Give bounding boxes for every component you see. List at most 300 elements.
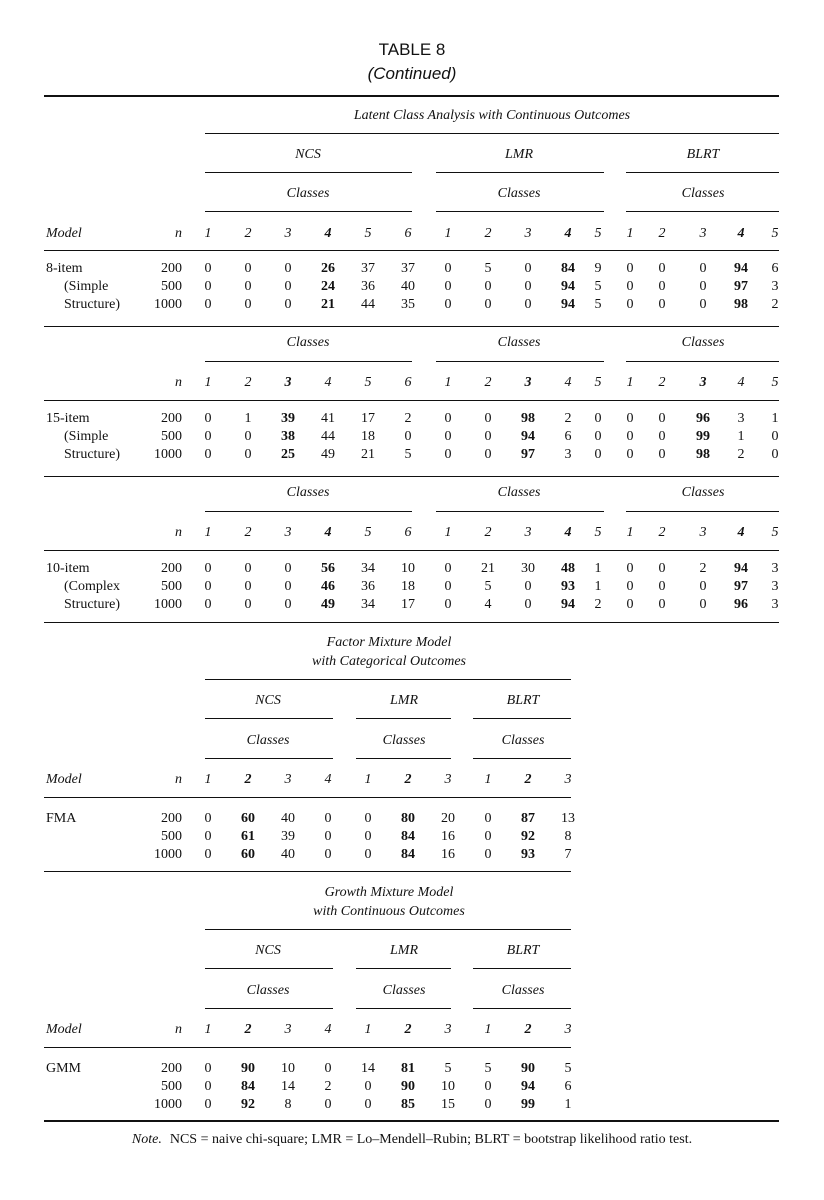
class-column-header: 2: [404, 1022, 412, 1037]
table-cell: 0: [626, 279, 634, 294]
table-cell: 0: [524, 297, 532, 312]
fmm-group-blrt: BLRT: [506, 693, 540, 708]
table-cell: 84: [401, 829, 415, 844]
table-cell: 0: [699, 297, 707, 312]
class-column-header: 2: [484, 525, 492, 540]
table-note: [0, 1132, 824, 1148]
table-cell: 0: [324, 1097, 332, 1112]
table-cell: 26: [321, 261, 335, 276]
header-rule: [44, 1047, 571, 1048]
table-cell: 0: [626, 597, 634, 612]
classes-label: Classes: [681, 186, 725, 201]
classes-rule: [436, 511, 604, 512]
table-cell: 44: [321, 429, 335, 444]
group-rule: [356, 968, 451, 969]
class-column-header: 1: [204, 375, 212, 390]
table-cell: 98: [521, 411, 535, 426]
class-column-header: 2: [244, 525, 252, 540]
class-column-header: 2: [658, 226, 666, 241]
model-label: GMM: [46, 1061, 82, 1076]
table-cell: 0: [244, 597, 252, 612]
table-cell: 93: [521, 847, 535, 862]
sample-size: 500: [161, 829, 182, 844]
group-rule: [473, 718, 571, 719]
table-cell: 30: [521, 561, 535, 576]
class-column-header: 4: [737, 226, 745, 241]
table-cell: 0: [204, 597, 212, 612]
sample-size: 1000: [154, 447, 182, 462]
class-column-header: 1: [444, 525, 452, 540]
class-column-header: 4: [324, 1022, 332, 1037]
table-cell: 2: [564, 411, 572, 426]
model-label: (Simple: [64, 279, 109, 294]
class-column-header: 1: [364, 772, 372, 787]
table-cell: 0: [204, 261, 212, 276]
class-column-header: 3: [699, 525, 707, 540]
table-cell: 0: [594, 429, 602, 444]
table-cell: 0: [444, 279, 452, 294]
table-cell: 5: [444, 1061, 452, 1076]
n-column-header: n: [175, 226, 182, 241]
class-column-header: 2: [244, 1022, 252, 1037]
table-cell: 94: [561, 297, 575, 312]
table-cell: 84: [401, 847, 415, 862]
class-column-header: 1: [204, 226, 212, 241]
table-cell: 7: [564, 847, 572, 862]
table-cell: 97: [734, 279, 748, 294]
table-cell: 0: [658, 597, 666, 612]
table-cell: 92: [241, 1097, 255, 1112]
table-cell: 5: [484, 579, 492, 594]
table-cell: 81: [401, 1061, 415, 1076]
classes-label: Classes: [382, 983, 426, 998]
table-cell: 1: [244, 411, 252, 426]
gmm-group-lmr: LMR: [390, 943, 418, 958]
table-cell: 36: [361, 279, 375, 294]
table-cell: 24: [321, 279, 335, 294]
table-cell: 18: [361, 429, 375, 444]
fmm-group-ncs: NCS: [255, 693, 281, 708]
table-cell: 0: [524, 597, 532, 612]
table-cell: 0: [484, 279, 492, 294]
classes-rule: [205, 361, 412, 362]
table-cell: 2: [699, 561, 707, 576]
sample-size: 200: [161, 1061, 182, 1076]
class-column-header: 2: [484, 375, 492, 390]
table-cell: 0: [444, 447, 452, 462]
table-cell: 0: [658, 447, 666, 462]
table-cell: 0: [484, 411, 492, 426]
table-cell: 13: [561, 811, 575, 826]
table-cell: 21: [321, 297, 335, 312]
table-cell: 90: [521, 1061, 535, 1076]
table-cell: 0: [444, 297, 452, 312]
classes-label: Classes: [681, 335, 725, 350]
table-cell: 0: [626, 261, 634, 276]
table-cell: 84: [561, 261, 575, 276]
model-label: FMA: [46, 811, 77, 826]
table-cell: 3: [737, 411, 745, 426]
table-cell: 38: [281, 429, 295, 444]
table-cell: 60: [241, 811, 255, 826]
table-cell: 0: [524, 579, 532, 594]
table-cell: 48: [561, 561, 575, 576]
sample-size: 200: [161, 261, 182, 276]
class-column-header: 3: [524, 525, 532, 540]
sample-size: 1000: [154, 1097, 182, 1112]
classes-rule: [473, 758, 571, 759]
table-cell: 0: [204, 1079, 212, 1094]
classes-label: Classes: [501, 733, 545, 748]
class-column-header: 4: [564, 525, 572, 540]
table-cell: 84: [241, 1079, 255, 1094]
classes-rule: [436, 361, 604, 362]
table-cell: 49: [321, 447, 335, 462]
table-cell: 0: [444, 429, 452, 444]
class-column-header: 2: [244, 772, 252, 787]
class-column-header: 5: [594, 525, 602, 540]
table-cell: 98: [696, 447, 710, 462]
classes-rule: [205, 511, 412, 512]
table-cell: 0: [364, 1079, 372, 1094]
table-cell: 0: [204, 847, 212, 862]
block-rule: [44, 326, 779, 327]
classes-rule: [356, 758, 451, 759]
fmm-title-line-2: with Categorical Outcomes: [312, 654, 466, 669]
sample-size: 500: [161, 429, 182, 444]
class-column-header: 1: [364, 1022, 372, 1037]
table-cell: 14: [361, 1061, 375, 1076]
table-cell: 5: [594, 297, 602, 312]
class-column-header: 1: [444, 375, 452, 390]
classes-rule: [626, 511, 779, 512]
group-rule: [436, 172, 604, 173]
table-cell: 16: [441, 829, 455, 844]
class-column-header: 2: [658, 375, 666, 390]
table-cell: 0: [626, 411, 634, 426]
n-column-header: n: [175, 375, 182, 390]
classes-label: Classes: [246, 733, 290, 748]
table-cell: 94: [521, 429, 535, 444]
table-cell: 60: [241, 847, 255, 862]
classes-label: Classes: [286, 485, 330, 500]
class-column-header: 1: [444, 226, 452, 241]
table-cell: 99: [521, 1097, 535, 1112]
table-cell: 94: [521, 1079, 535, 1094]
table-cell: 0: [284, 579, 292, 594]
table-cell: 98: [734, 297, 748, 312]
table-cell: 0: [699, 279, 707, 294]
class-column-header: 5: [771, 226, 779, 241]
class-column-header: 3: [564, 1022, 572, 1037]
table-cell: 40: [281, 847, 295, 862]
table-cell: 1: [771, 411, 779, 426]
class-column-header: 5: [771, 525, 779, 540]
table-cell: 0: [244, 261, 252, 276]
n-column-header: n: [175, 525, 182, 540]
table-cell: 1: [594, 579, 602, 594]
model-label: Structure): [64, 597, 120, 612]
table-cell: 94: [561, 597, 575, 612]
note-label: Note.: [131, 1132, 162, 1147]
gmm-group-blrt: BLRT: [506, 943, 540, 958]
table-cell: 0: [626, 579, 634, 594]
table-cell: 10: [401, 561, 415, 576]
table-cell: 0: [658, 411, 666, 426]
group-rule: [356, 718, 451, 719]
table-cell: 0: [364, 829, 372, 844]
table-cell: 99: [696, 429, 710, 444]
table-cell: 0: [626, 429, 634, 444]
class-column-header: 3: [699, 226, 707, 241]
table-cell: 6: [564, 429, 572, 444]
table-cell: 0: [658, 279, 666, 294]
class-column-header: 3: [284, 226, 292, 241]
table-title: TABLE 8: [378, 40, 446, 59]
table-cell: 0: [284, 561, 292, 576]
table-cell: 0: [444, 579, 452, 594]
table-cell: 0: [484, 429, 492, 444]
table-cell: 5: [594, 279, 602, 294]
table-cell: 0: [284, 297, 292, 312]
fmm-title-rule: [205, 679, 571, 680]
classes-rule: [205, 1008, 333, 1009]
table-cell: 10: [281, 1061, 295, 1076]
table-cell: 37: [401, 261, 415, 276]
classes-label: Classes: [501, 983, 545, 998]
lca-section-title: Latent Class Analysis with Continuous Outcomes: [353, 108, 631, 123]
table-cell: 1: [594, 561, 602, 576]
table-cell: 93: [561, 579, 575, 594]
table-cell: 46: [321, 579, 335, 594]
table-cell: 2: [404, 411, 412, 426]
n-column-header: n: [175, 1022, 182, 1037]
classes-label: Classes: [497, 485, 541, 500]
class-column-header: 3: [444, 1022, 452, 1037]
table-cell: 0: [658, 261, 666, 276]
table-cell: 0: [626, 447, 634, 462]
table-cell: 40: [401, 279, 415, 294]
class-column-header: 1: [204, 525, 212, 540]
table-cell: 2: [771, 297, 779, 312]
header-rule: [44, 797, 571, 798]
table-cell: 0: [484, 811, 492, 826]
table-cell: 0: [204, 411, 212, 426]
group-rule: [473, 968, 571, 969]
class-column-header: 3: [284, 772, 292, 787]
class-column-header: 1: [484, 772, 492, 787]
group-header-lmr: LMR: [505, 147, 533, 162]
model-label: 10-item: [46, 561, 90, 576]
table-cell: 97: [521, 447, 535, 462]
table-cell: 0: [284, 279, 292, 294]
table-cell: 5: [564, 1061, 572, 1076]
class-column-header: 5: [771, 375, 779, 390]
class-column-header: 3: [699, 375, 707, 390]
class-column-header: 4: [564, 226, 572, 241]
table-cell: 0: [244, 279, 252, 294]
table-cell: 0: [204, 829, 212, 844]
table-cell: 1: [564, 1097, 572, 1112]
classes-rule: [473, 1008, 571, 1009]
model-column-header: Model: [46, 226, 82, 241]
class-column-header: 4: [737, 375, 745, 390]
table-cell: 0: [204, 279, 212, 294]
class-column-header: 2: [244, 226, 252, 241]
table-cell: 0: [699, 579, 707, 594]
table-cell: 21: [481, 561, 495, 576]
class-column-header: 4: [324, 226, 332, 241]
sample-size: 500: [161, 279, 182, 294]
table-cell: 14: [281, 1079, 295, 1094]
table-cell: 94: [734, 261, 748, 276]
table-cell: 85: [401, 1097, 415, 1112]
table-cell: 0: [444, 597, 452, 612]
table-cell: 34: [361, 597, 375, 612]
classes-rule: [436, 211, 604, 212]
n-column-header: n: [175, 772, 182, 787]
table-cell: 18: [401, 579, 415, 594]
table-cell: 0: [444, 561, 452, 576]
model-label: (Simple: [64, 429, 109, 444]
class-column-header: 4: [324, 525, 332, 540]
model-column-header: Model: [46, 1022, 82, 1037]
table-cell: 0: [364, 1097, 372, 1112]
class-column-header: 2: [524, 772, 532, 787]
table-cell: 0: [404, 429, 412, 444]
table-cell: 0: [204, 429, 212, 444]
class-column-header: 3: [284, 375, 292, 390]
class-column-header: 5: [364, 375, 372, 390]
class-column-header: 2: [484, 226, 492, 241]
class-column-header: 2: [244, 375, 252, 390]
model-label: Structure): [64, 297, 120, 312]
classes-label: Classes: [286, 335, 330, 350]
classes-label: Classes: [497, 186, 541, 201]
table-cell: 8: [564, 829, 572, 844]
table-cell: 90: [241, 1061, 255, 1076]
table-cell: 8: [284, 1097, 292, 1112]
class-column-header: 1: [204, 772, 212, 787]
table-cell: 0: [324, 1061, 332, 1076]
header-rule: [44, 250, 779, 251]
class-column-header: 5: [594, 375, 602, 390]
table-cell: 49: [321, 597, 335, 612]
table-cell: 0: [244, 579, 252, 594]
model-label: 15-item: [46, 411, 90, 426]
table-cell: 0: [324, 847, 332, 862]
header-rule: [44, 550, 779, 551]
classes-rule: [356, 1008, 451, 1009]
table-cell: 0: [324, 829, 332, 844]
table-cell: 0: [524, 279, 532, 294]
class-column-header: 6: [404, 375, 412, 390]
table-cell: 0: [364, 847, 372, 862]
classes-label: Classes: [382, 733, 426, 748]
table-cell: 5: [484, 1061, 492, 1076]
class-column-header: 3: [524, 226, 532, 241]
table-cell: 0: [771, 429, 779, 444]
header-rule: [44, 400, 779, 401]
note-text: NCS = naive chi-square; LMR = Lo–Mendell–Rubin; BLRT = bootstrap likelihood ratio test.: [169, 1132, 693, 1147]
fmm-end-rule: [44, 871, 571, 872]
table-cell: 10: [441, 1079, 455, 1094]
group-header-blrt: BLRT: [686, 147, 720, 162]
class-column-header: 3: [284, 525, 292, 540]
table-cell: 0: [594, 447, 602, 462]
table-cell: 3: [771, 597, 779, 612]
class-column-header: 5: [594, 226, 602, 241]
table-cell: 0: [204, 579, 212, 594]
table-cell: 0: [284, 597, 292, 612]
group-header-ncs: NCS: [295, 147, 321, 162]
class-column-header: 3: [524, 375, 532, 390]
table-cell: 0: [204, 811, 212, 826]
class-column-header: 2: [524, 1022, 532, 1037]
table-cell: 0: [699, 597, 707, 612]
table-cell: 0: [284, 261, 292, 276]
table-cell: 17: [361, 411, 375, 426]
class-column-header: 6: [404, 525, 412, 540]
table-cell: 0: [204, 561, 212, 576]
classes-rule: [205, 211, 412, 212]
table-cell: 0: [204, 447, 212, 462]
class-column-header: 6: [404, 226, 412, 241]
table-cell: 0: [658, 561, 666, 576]
class-column-header: 1: [204, 1022, 212, 1037]
table-cell: 0: [484, 1097, 492, 1112]
lca-title-rule: [205, 133, 779, 134]
class-column-header: 5: [364, 226, 372, 241]
table-cell: 21: [361, 447, 375, 462]
classes-label: Classes: [286, 186, 330, 201]
table-cell: 3: [771, 561, 779, 576]
model-label: (Complex: [64, 579, 120, 594]
table-cell: 9: [594, 261, 602, 276]
table-cell: 35: [401, 297, 415, 312]
table-cell: 6: [771, 261, 779, 276]
table-cell: 34: [361, 561, 375, 576]
table-cell: 90: [401, 1079, 415, 1094]
gmm-title-line-1: Growth Mixture Model: [324, 885, 454, 900]
model-label: Structure): [64, 447, 120, 462]
class-column-header: 4: [564, 375, 572, 390]
group-rule: [205, 172, 412, 173]
table-cell: 6: [564, 1079, 572, 1094]
table-cell: 0: [658, 297, 666, 312]
table-cell: 37: [361, 261, 375, 276]
table-cell: 0: [444, 261, 452, 276]
classes-label: Classes: [497, 335, 541, 350]
fmm-title-line-1: Factor Mixture Model: [326, 635, 452, 650]
sample-size: 200: [161, 561, 182, 576]
table-cell: 44: [361, 297, 375, 312]
sample-size: 500: [161, 579, 182, 594]
table-cell: 0: [658, 429, 666, 444]
table-cell: 0: [244, 297, 252, 312]
table-cell: 97: [734, 579, 748, 594]
table-cell: 96: [696, 411, 710, 426]
model-column-header: Model: [46, 772, 82, 787]
gmm-group-ncs: NCS: [255, 943, 281, 958]
table-cell: 25: [281, 447, 295, 462]
table-cell: 20: [441, 811, 455, 826]
class-column-header: 1: [626, 226, 634, 241]
table-cell: 0: [524, 261, 532, 276]
class-column-header: 3: [444, 772, 452, 787]
class-column-header: 3: [564, 772, 572, 787]
class-column-header: 2: [404, 772, 412, 787]
